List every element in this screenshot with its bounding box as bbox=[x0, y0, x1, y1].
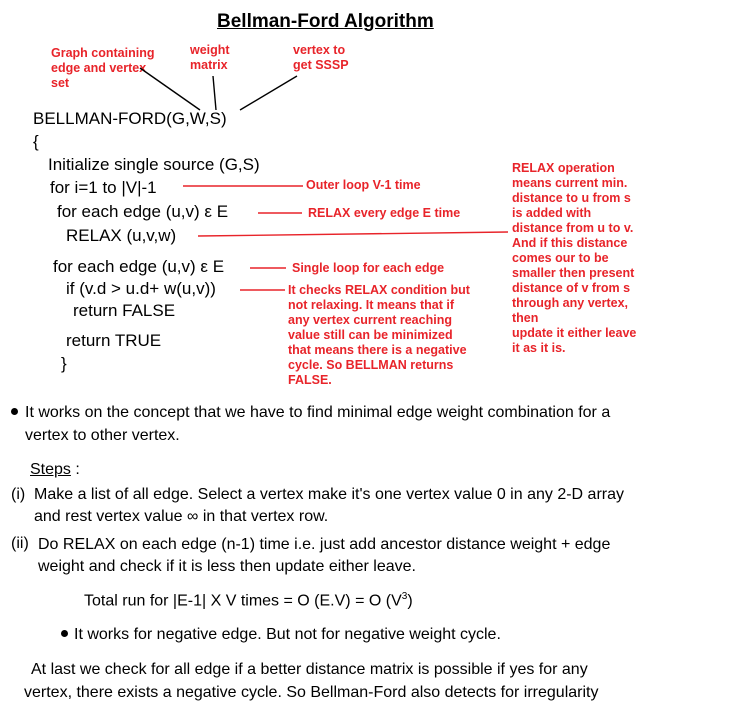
step1-line: Make a list of all edge. Select a vertex make it's one vertex value 0 in any 2-D array bbox=[34, 486, 624, 503]
final-line: At last we check for all edge if a better distance matrix is possible if yes for any bbox=[31, 661, 588, 678]
final-line: vertex, there exists a negative cycle. So Bellman-Ford also detects for irregularity bbox=[24, 684, 599, 701]
code-init: Initialize single source (G,S) bbox=[48, 155, 260, 174]
code-signature: BELLMAN-FORD(G,W,S) bbox=[33, 109, 227, 128]
note-relax-op-line: it as it is. bbox=[512, 341, 566, 355]
steps-colon: : bbox=[70, 461, 80, 478]
note-relax-check-line: FALSE. bbox=[288, 373, 332, 387]
note-relax-check-line: that means there is a negative bbox=[288, 343, 467, 357]
steps-heading bbox=[30, 461, 80, 479]
step1-number: (i) bbox=[11, 486, 26, 503]
note-graph-line: edge and vertex bbox=[51, 61, 147, 75]
code-for-i: for i=1 to |V|-1 bbox=[50, 178, 157, 197]
note-weight-line: weight bbox=[190, 43, 230, 57]
step2-line: Do RELAX on each edge (n-1) time i.e. just add ancestor distance weight + edge bbox=[38, 536, 611, 553]
code-return-false: return FALSE bbox=[73, 301, 176, 320]
note-vertex-line: get SSSP bbox=[293, 58, 349, 72]
note-relax-op-line: distance from u to v. bbox=[512, 221, 634, 235]
bullet-icon bbox=[11, 408, 18, 415]
total-run-exponent: 3 bbox=[401, 591, 408, 602]
note-graph bbox=[51, 46, 154, 91]
note-relax-check-line: cycle. So BELLMAN returns bbox=[288, 358, 454, 372]
step1-line: and rest vertex value ∞ in that vertex row. bbox=[34, 508, 329, 525]
code-open-brace: { bbox=[33, 132, 39, 151]
note-relax-check-line: any vertex current reaching bbox=[288, 313, 452, 327]
note-weight-line: matrix bbox=[190, 58, 228, 72]
connector-weight bbox=[213, 76, 216, 110]
code-if-condition: if (v.d > u.d+ w(u,v)) bbox=[66, 279, 216, 298]
note-graph-line: Graph containing bbox=[51, 46, 155, 60]
note-relax-check-line: It checks RELAX condition but bbox=[288, 283, 470, 297]
note-relax-op-line: through any vertex, bbox=[512, 296, 628, 310]
note-vertex-line: vertex to bbox=[293, 43, 346, 57]
connector-vertex bbox=[240, 76, 297, 110]
code-relax: RELAX (u,v,w) bbox=[66, 226, 177, 245]
note-relax-op-line: comes our to be bbox=[512, 251, 609, 265]
note-weight bbox=[190, 43, 230, 73]
note-relax-operation bbox=[512, 161, 636, 356]
note-relax-check-line: not relaxing. It means that if bbox=[288, 298, 454, 312]
page-title: Bellman-Ford Algorithm bbox=[217, 11, 434, 32]
total-run-text: Total run for |E-1| X V times = O (E.V) = O (V bbox=[84, 592, 402, 610]
note-relax-op-line: is added with bbox=[512, 206, 592, 220]
steps-label: Steps bbox=[30, 461, 71, 478]
note-relax-op-line: smaller then present bbox=[512, 266, 635, 280]
note-vertex bbox=[293, 43, 349, 73]
note-relax-op-line: distance to u from s bbox=[512, 191, 631, 205]
note-single-loop: Single loop for each edge bbox=[292, 261, 445, 275]
code-for-each-edge: for each edge (u,v) ε E bbox=[53, 257, 225, 276]
code-close-brace: } bbox=[61, 354, 67, 373]
step2-line: weight and check if it is less then update either leave. bbox=[38, 558, 416, 575]
note-relax-check bbox=[288, 283, 470, 388]
code-return-true: return TRUE bbox=[66, 331, 162, 350]
note-relax-op-line: And if this distance bbox=[512, 236, 628, 250]
bullet1-line: vertex to other vertex. bbox=[25, 427, 180, 444]
note-graph-line: set bbox=[51, 76, 70, 90]
code-for-each-edge: for each edge (u,v) ε E bbox=[57, 202, 229, 221]
note-relax-op-line: means current min. bbox=[512, 176, 628, 190]
bullet1-line: It works on the concept that we have to find minimal edge weight combination for a bbox=[25, 404, 611, 421]
note-relax-op-line: distance of v from s bbox=[512, 281, 631, 295]
note-relax-check-line: value still can be minimized bbox=[288, 328, 453, 342]
connector-relax-op bbox=[198, 232, 508, 236]
note-relax-op-line: then bbox=[512, 311, 539, 325]
step2-number: (ii) bbox=[11, 535, 29, 552]
note-outer-loop: Outer loop V-1 time bbox=[306, 178, 421, 192]
note-relax-op-line: update it either leave bbox=[512, 326, 637, 340]
bullet-icon bbox=[61, 630, 68, 637]
total-run bbox=[84, 591, 413, 610]
note-relax-every: RELAX every edge E time bbox=[308, 206, 461, 220]
total-run-close: ) bbox=[407, 592, 413, 610]
note-relax-op-line: RELAX operation bbox=[512, 161, 615, 175]
bullet2-text: It works for negative edge. But not for negative weight cycle. bbox=[74, 626, 501, 643]
